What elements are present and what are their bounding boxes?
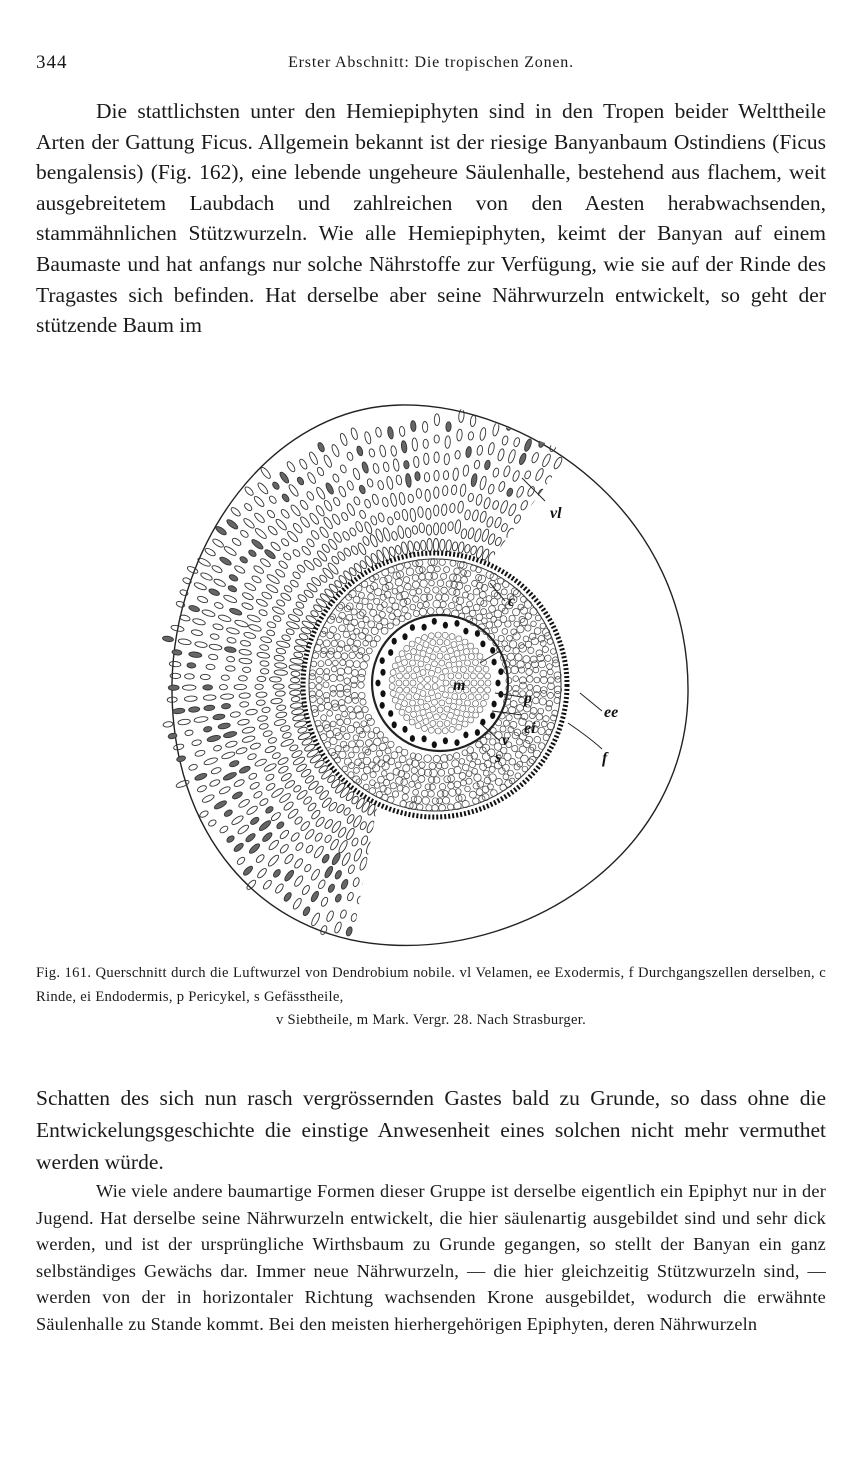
label-m: m [453, 677, 466, 694]
label-v: v [502, 732, 510, 749]
velamen-cells [162, 409, 710, 953]
cross-section-illustration [150, 393, 710, 953]
caption-line-1: Fig. 161. Querschnitt durch die Luftwurzel von Dendrobium nobile. vl Velamen, ee Exodermis, f Durchgangszellen derselben, c Rinde, ei Endodermis, p Pericykel, s Gefässtheile, [36, 965, 826, 1005]
label-s: s [495, 749, 502, 766]
paragraph-1: Die stattlichsten unter den Hemiepiphyten sind in den Tropen beider Welttheile Arten der Gattung Ficus. Allgemein bekannt ist der riesige Banyanbaum Ostindiens (Ficus bengalensis) (Fig. 162), eine lebende ungeheure Säulenhalle, bestehend aus flachem, weit ausgebreitetem Laubdach und zahlreichen von den Aesten herabwachsenden, stammähnlichen Stützwurzeln. Wie alle Hemiepiphyten, keimt der Banyan auf einem Baumaste und hat anfangs nur solche Nährstoffe zur Verfügung, wie sie auf der Rinde des Tragastes sich befinden. Hat derselbe aber seine Nährwurzeln entwickelt, so geht der stützende Baum im [36, 99, 826, 338]
label-ei: ei [524, 720, 536, 737]
label-ee: ee [604, 704, 619, 721]
running-head: Erster Abschnitt: Die tropischen Zonen. [288, 54, 574, 71]
endodermis-ring [372, 615, 508, 751]
label-c: c [508, 593, 516, 610]
paragraph-2: Schatten des sich nun rasch vergrössernden Gastes bald zu Grunde, so dass ohne die Entwickelungsgeschichte die einstige Anwesenheit eines solchen nicht mehr vermuthet werden würde. [36, 1086, 826, 1174]
pith-cells [389, 632, 491, 734]
caption-line-3: v Siebtheile, m Mark. Vergr. 28. Nach Strasburger. [275, 1012, 587, 1028]
velamen-outline [172, 405, 688, 945]
label-vl: vl [550, 505, 562, 522]
page-number: 344 [36, 52, 68, 73]
cortex-cells [309, 559, 562, 812]
label-p: p [524, 690, 532, 707]
figure-caption [36, 962, 826, 1033]
label-f: f [602, 750, 608, 767]
page-header [36, 52, 826, 78]
paragraph-3: Wie viele andere baumartige Formen dieser Gruppe ist derselbe eigentlich ein Epiphyt nur in der Jugend. Hat derselbe seine Nährwurzeln entwickelt, die hier säulenartig ausgebildet sind und sehr dick werden, und ist der ursprüngliche Wirthsbaum zu Grunde gegangen, so stellt der Banyan ein ganz selbständiges Gewächs dar. Immer neue Nährwurzeln, — die hier gleichzeitig Stützwurzeln sind, — werden von der in horizontaler Richtung wachsenden Krone ausgebildet, wodurch die erwähnte Säulenhalle zu Stande kommt. Bei den meisten hierhergehörigen Epiphyten, deren Nährwurzeln [36, 1181, 826, 1334]
figure-root-cross-section [150, 393, 710, 953]
